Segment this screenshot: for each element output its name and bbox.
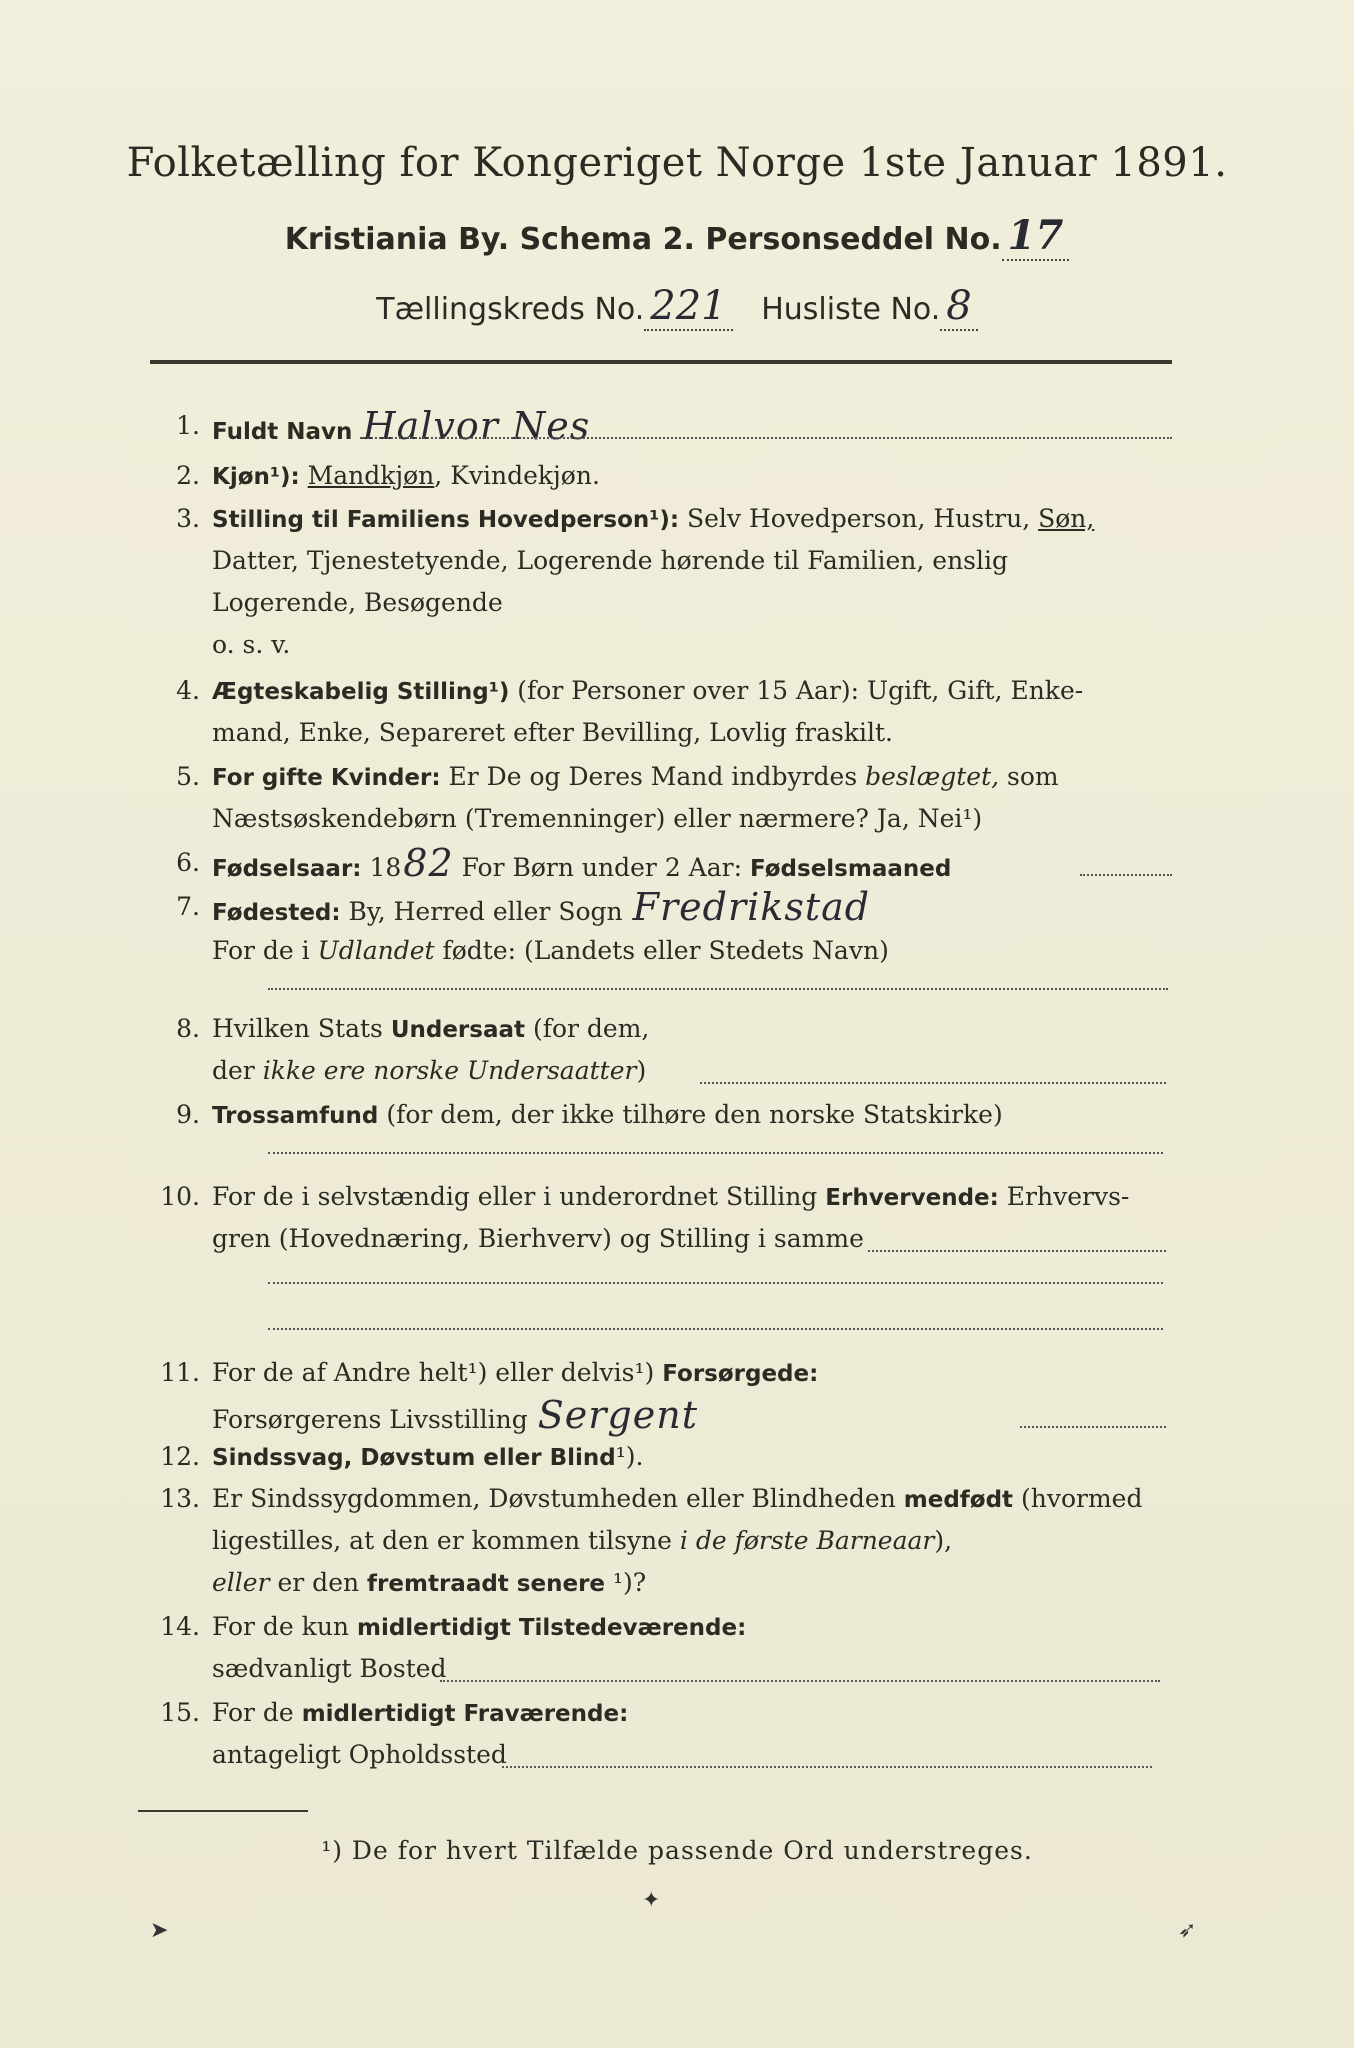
husliste-label: Husliste No. — [761, 292, 941, 327]
foreign-born-dots — [268, 988, 1168, 990]
occupation-dots-2 — [268, 1282, 1163, 1284]
married-women-text-end: som — [999, 762, 1059, 791]
temporary-absent-text: For de — [212, 1698, 302, 1727]
religion-dots — [268, 1152, 1163, 1154]
family-position-selected: Søn, — [1038, 504, 1095, 533]
item-number: 11. — [160, 1358, 200, 1387]
birth-month-label: Fødselsmaaned — [749, 856, 952, 882]
occupation-text-2: gren (Hovednæring, Bierhverv) og Stilling i samme — [212, 1224, 864, 1253]
full-name-answer: Halvor Nes — [362, 404, 591, 448]
kreds-line — [0, 283, 1354, 329]
probable-residence-dots — [502, 1766, 1152, 1768]
header-rule — [150, 360, 1172, 364]
full-name-label: Fuldt Navn — [212, 419, 353, 445]
foreign-born-text: For de i — [212, 936, 318, 965]
footnote: ¹) De for hvert Tilfælde passende Ord understreges. — [321, 1836, 1033, 1865]
temporary-absent-label: midlertidigt Fraværende: — [301, 1701, 629, 1727]
margin-arrow-mark-right: ➶ — [1178, 1918, 1197, 1943]
disability-onset-text-3-end: ¹)? — [605, 1568, 647, 1597]
item-number: 1. — [176, 411, 200, 440]
citizenship-dots — [700, 1082, 1166, 1084]
item-number: 15. — [160, 1698, 200, 1727]
usual-residence-text: sædvanligt Bosted — [212, 1654, 447, 1683]
item-number: 8. — [176, 1014, 200, 1043]
form-subtitle — [0, 212, 1354, 259]
disability-onset-text-3: er den — [269, 1568, 368, 1597]
family-position-label: Stilling til Familiens Hovedperson¹): — [212, 507, 680, 533]
item-number: 2. — [176, 461, 200, 490]
disability-onset-italic-2: eller — [212, 1568, 270, 1597]
occupation-dots — [868, 1250, 1166, 1252]
disability-onset-text-2: ligestilles, at den er kommen tilsyne — [212, 1526, 680, 1555]
family-position-options: Selv Hovedperson, Hustru, — [679, 504, 1039, 533]
birth-month-dots — [1080, 874, 1172, 876]
birth-year-label: Fødselsaar: — [212, 856, 362, 882]
item-number: 14. — [160, 1612, 200, 1641]
item-number: 4. — [176, 676, 200, 705]
item-number: 7. — [176, 892, 200, 921]
birth-year-answer: 82 — [403, 841, 454, 885]
provider-occupation-dots — [1020, 1426, 1166, 1428]
usual-residence-dots — [440, 1680, 1160, 1682]
kreds-number: 221 — [644, 283, 732, 331]
family-position-options-4: o. s. v. — [212, 630, 291, 659]
occupation-text-end: Erhvervs- — [998, 1182, 1130, 1211]
foreign-born-italic: Udlandet — [317, 936, 435, 965]
disability-onset-text-2-end: ), — [934, 1526, 953, 1555]
item-number: 5. — [176, 762, 200, 791]
item-number: 10. — [160, 1182, 200, 1211]
provider-occupation-answer: Sergent — [537, 1393, 698, 1437]
family-position-options-3: Logerende, Besøgende — [212, 588, 503, 617]
item-number: 3. — [176, 504, 200, 533]
disability-label: Sindssvag, Døvstum eller Blind — [212, 1445, 616, 1471]
item-number: 12. — [160, 1442, 200, 1471]
item-number: 6. — [176, 848, 200, 877]
marital-label: Ægteskabelig Stilling¹) — [212, 679, 510, 705]
occupation-text: For de i selvstændig eller i underordnet Stilling — [212, 1182, 826, 1211]
supported-text: For de af Andre helt¹) eller delvis¹) — [212, 1358, 663, 1387]
temporary-present-text: For de kun — [212, 1612, 357, 1641]
supported-label: Forsørgede: — [662, 1361, 819, 1387]
religion-text: (for dem, der ikke tilhøre den norske Statskirke) — [378, 1100, 1003, 1129]
married-women-label: For gifte Kvinder: — [212, 765, 441, 791]
schema-label: Kristiania By. Schema 2. Personseddel No. — [284, 222, 1002, 257]
citizenship-text-2: der — [212, 1056, 263, 1085]
birthplace-label: Fødested: — [212, 900, 341, 926]
footnote-rule — [138, 1810, 308, 1812]
occupation-dots-3 — [268, 1328, 1163, 1330]
marital-options: (for Personer over 15 Aar): Ugift, Gift, Enke- — [509, 676, 1084, 705]
religion-label: Trossamfund — [212, 1103, 379, 1129]
citizenship-label: Undersaat — [390, 1017, 525, 1043]
birthplace-text: By, Herred eller Sogn — [340, 897, 623, 926]
temporary-present-label: midlertidigt Tilstedeværende: — [356, 1615, 747, 1641]
married-women-italic: beslægtet, — [865, 762, 1000, 791]
birth-year-prefix: 18 — [361, 853, 402, 882]
full-name-dots — [360, 437, 1172, 439]
citizenship-italic: ikke ere norske Undersaatter — [262, 1056, 637, 1085]
family-position-options-2: Datter, Tjenestetyende, Logerende hørende til Familien, enslig — [212, 546, 1009, 575]
citizenship-text: Hvilken Stats — [212, 1014, 391, 1043]
congenital-label: medfødt — [903, 1487, 1014, 1513]
center-arrow-mark: ✦ — [642, 1888, 661, 1913]
item-number: 9. — [176, 1100, 200, 1129]
sex-option: , Kvindekjøn. — [434, 461, 600, 490]
married-women-text-2: Næstsøskendebørn (Tremenninger) eller nærmere? Ja, Nei¹) — [212, 804, 983, 833]
birthplace-answer: Fredrikstad — [632, 885, 871, 929]
personseddel-number: 17 — [1002, 212, 1070, 261]
sex-label: Kjøn¹): — [212, 464, 300, 490]
marital-options-2: mand, Enke, Separeret efter Bevilling, Lovlig fraskilt. — [212, 718, 893, 747]
sex-option-selected: Mandkjøn — [307, 461, 435, 490]
margin-arrow-mark: ➤ — [150, 1918, 169, 1943]
foreign-born-text-end: fødte: (Landets eller Stedets Navn) — [434, 936, 889, 965]
form-title: Folketælling for Kongeriget Norge 1ste Januar 1891. — [126, 140, 1228, 186]
item-number: 13. — [160, 1484, 200, 1513]
citizenship-text-end: (for dem, — [525, 1014, 650, 1043]
kreds-label: Tællingskreds No. — [376, 292, 645, 327]
birth-month-text: For Børn under 2 Aar: — [453, 853, 750, 882]
later-onset-label: fremtraadt senere — [367, 1571, 606, 1597]
disability-footnote-ref: ¹). — [615, 1442, 644, 1471]
husliste-number: 8 — [940, 283, 977, 331]
probable-residence-text: antageligt Opholdssted — [212, 1740, 507, 1769]
occupation-label: Erhvervende: — [825, 1185, 999, 1211]
citizenship-text-2-end: ) — [636, 1056, 647, 1085]
disability-onset-italic: i de første Barneaar — [679, 1526, 935, 1555]
disability-onset-text-end: (hvormed — [1013, 1484, 1143, 1513]
provider-occupation-text: Forsørgerens Livsstilling — [212, 1405, 528, 1434]
married-women-text: Er De og Deres Mand indbyrdes — [440, 762, 866, 791]
disability-onset-text: Er Sindssygdommen, Døvstumheden eller Blindheden — [212, 1484, 904, 1513]
